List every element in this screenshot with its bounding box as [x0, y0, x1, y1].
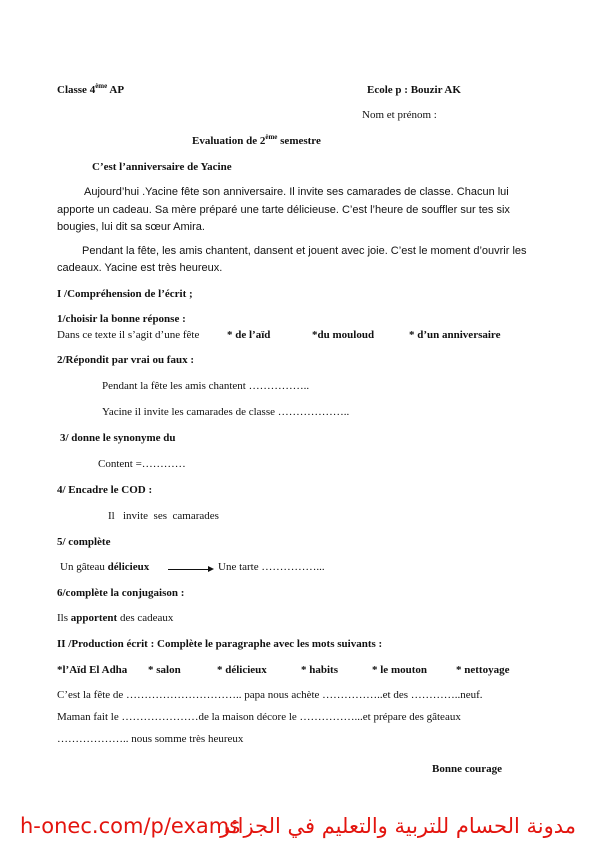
q4-word[interactable]: camarades: [172, 510, 219, 522]
part2-word-3: * délicieux: [217, 664, 267, 676]
q4-word[interactable]: ses: [153, 510, 167, 522]
part2-title: II /Production écrit : Complète le paragraphe avec les mots suivants :: [57, 638, 383, 650]
q4-word[interactable]: invite: [122, 510, 149, 522]
right-arrow-icon: [168, 569, 212, 570]
part2-line-3: ……………….. nous somme très heureux: [57, 733, 244, 745]
q5-right-phrase: Une tarte ……………...: [218, 561, 325, 573]
story-paragraph-2-line-1: Pendant la fête, les amis chantent, dansent et jouent avec joie. C’est le moment d’ouvrir les: [82, 245, 527, 257]
story-paragraph-1-line-1: Aujourd’hui .Yacine fête son anniversaire. Il invite ses camarades de classe. Chacun lui: [84, 186, 509, 198]
q1-stem: Dans ce texte il s’agit d’une fête: [57, 329, 200, 341]
part2-word-1: *l’Aïd El Adha: [57, 664, 128, 676]
school-name: Ecole p : Bouzir AK: [367, 84, 461, 96]
q3-answer-line: Content =…………: [98, 458, 186, 470]
closing-text: Bonne courage: [432, 763, 502, 775]
q4-title: 4/ Encadre le COD :: [57, 484, 153, 496]
q6-title: 6/complète la conjugaison :: [57, 587, 185, 599]
part2-word-5: * le mouton: [372, 664, 427, 676]
q2-title: 2/Répondit par vrai ou faux :: [57, 354, 195, 366]
story-title: C’est l’anniversaire de Yacine: [92, 161, 232, 173]
part2-word-4: * habits: [301, 664, 338, 676]
q2-statement-1: Pendant la fête les amis chantent ……………..: [102, 380, 310, 392]
q1-option-3[interactable]: * d’un anniversaire: [409, 329, 501, 341]
q1-option-2[interactable]: *du mouloud: [312, 329, 375, 341]
q4-word[interactable]: Il: [108, 510, 115, 522]
class-label: Classe 4ème AP: [57, 82, 125, 96]
part2-word-2: * salon: [148, 664, 181, 676]
story-paragraph-1-line-2: apporte un cadeau. Sa mère préparé une tarte délicieuse. C’est l’heure de souffler sur tes six: [57, 204, 510, 216]
part2-word-6: * nettoyage: [456, 664, 510, 676]
part2-line-1: C’est la fête de ………………………….. papa nous achète ……………..et des …………..neuf.: [57, 689, 483, 701]
q1-option-1[interactable]: * de l’aïd: [227, 329, 271, 341]
part2-line-2: Maman fait le …………………de la maison décore le ……………...et prépare des gâteaux: [57, 711, 461, 723]
q3-title: 3/ donne le synonyme du: [60, 432, 176, 444]
story-paragraph-2-line-2: cadeaux. Yacine est très heureux.: [57, 262, 223, 274]
q2-statement-2: Yacine il invite les camarades de classe ………………..: [102, 406, 350, 418]
q6-sentence: Ils apportent des cadeaux: [57, 612, 174, 624]
q4-sentence: [108, 510, 219, 523]
q5-title: 5/ complète: [57, 536, 111, 548]
q1-title: 1/choisir la bonne réponse :: [57, 313, 186, 325]
q5-left-phrase: Un gâteau délicieux: [60, 561, 150, 573]
name-field-label: Nom et prénom :: [362, 109, 437, 121]
footer-arabic-title: مدونة الحسام للتربية والتعليم في الجزائر: [220, 814, 576, 838]
part1-title: I /Compréhension de l’écrit ;: [57, 288, 193, 300]
footer-url[interactable]: h-onec.com/p/exams: [20, 814, 241, 838]
footer-watermark: [20, 814, 576, 848]
story-paragraph-1-line-3: bougies, lui dit sa sœur Amira.: [57, 221, 205, 233]
evaluation-title: Evaluation de 2ème semestre: [192, 133, 321, 147]
